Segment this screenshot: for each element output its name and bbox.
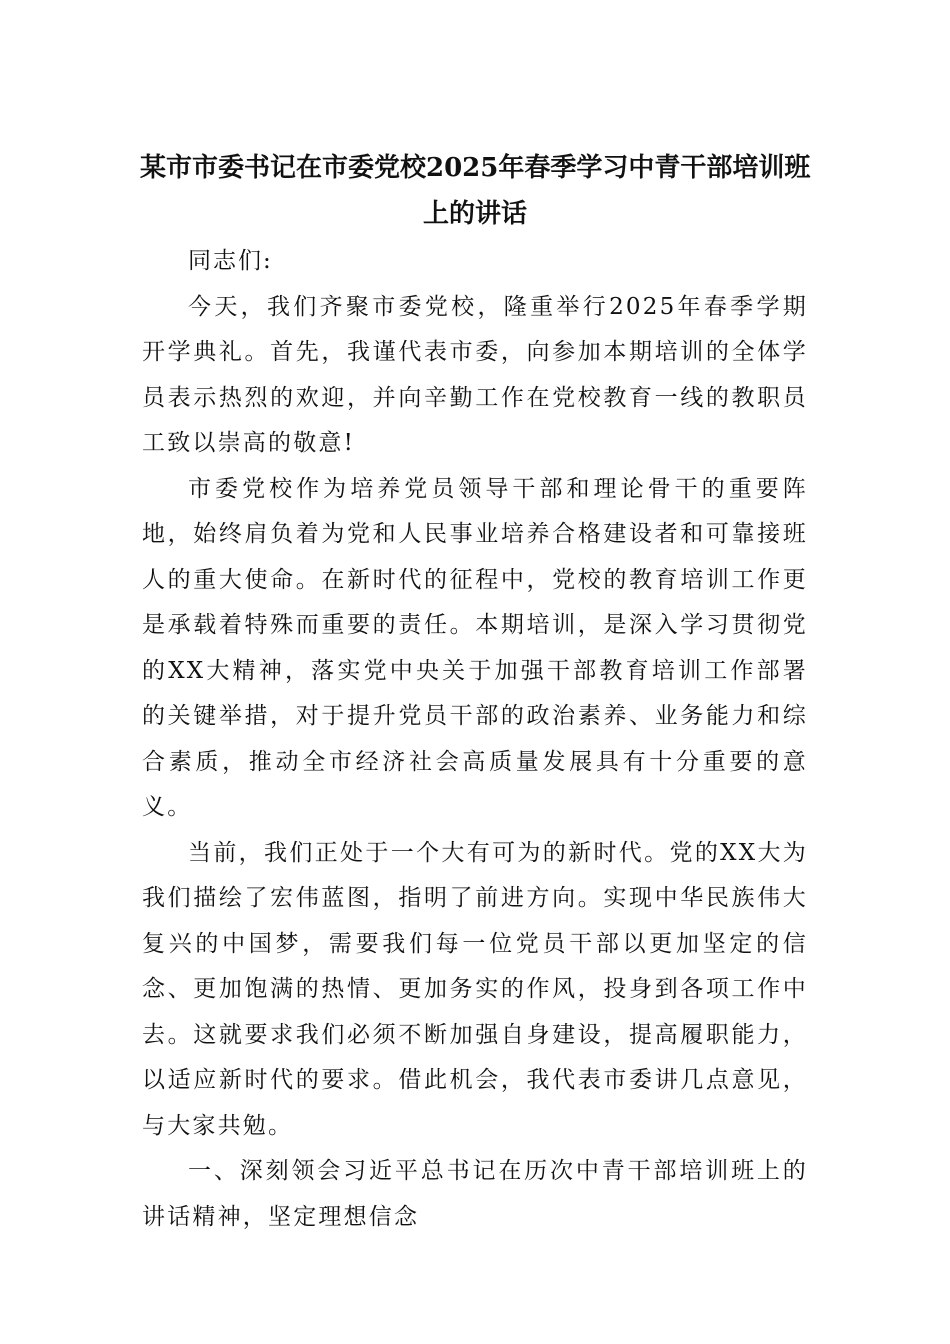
paragraph-opening: 今天，我们齐聚市委党校，隆重举行2025年春季学期开学典礼。首先，我谨代表市委，向参加本期培训的全体学员表示热烈的欢迎，并向辛勤工作在党校教育一线的教职员工致以崇高的敬意! bbox=[142, 293, 808, 456]
document-title bbox=[140, 145, 810, 237]
section-heading-1: 一、深刻领会习近平总书记在历次中青干部培训班上的讲话精神，坚定理想信念 bbox=[142, 1158, 808, 1230]
paragraph-new-era: 当前，我们正处于一个大有可为的新时代。党的XX大为我们描绘了宏伟蓝图，指明了前进方向。实现中华民族伟大复兴的中国梦，需要我们每一位党员干部以更加坚定的信念、更加饱满的热情、更加务实的作风，投身到各项工作中去。这就要求我们必须不断加强自身建设，提高履职能力，以适应新时代的要求。借此机会，我代表市委讲几点意见，与大家共勉。 bbox=[142, 839, 808, 1139]
greeting: 同志们: bbox=[188, 248, 273, 274]
title-line-2: 上的讲话 bbox=[422, 199, 527, 229]
document-body bbox=[142, 239, 808, 1240]
title-line-1: 某市市委书记在市委党校2025年春季学习中青干部培训班 bbox=[140, 153, 811, 183]
paragraph-party-school-role: 市委党校作为培养党员领导干部和理论骨干的重要阵地，始终肩负着为党和人民事业培养合格建设者和可靠接班人的重大使命。在新时代的征程中，党校的教育培训工作更是承载着特殊而重要的责任。本期培训，是深入学习贯彻党的XX大精神，落实党中央关于加强干部教育培训工作部署的关键举措，对于提升党员干部的政治素养、业务能力和综合素质，推动全市经济社会高质量发展具有十分重要的意义。 bbox=[142, 475, 808, 820]
